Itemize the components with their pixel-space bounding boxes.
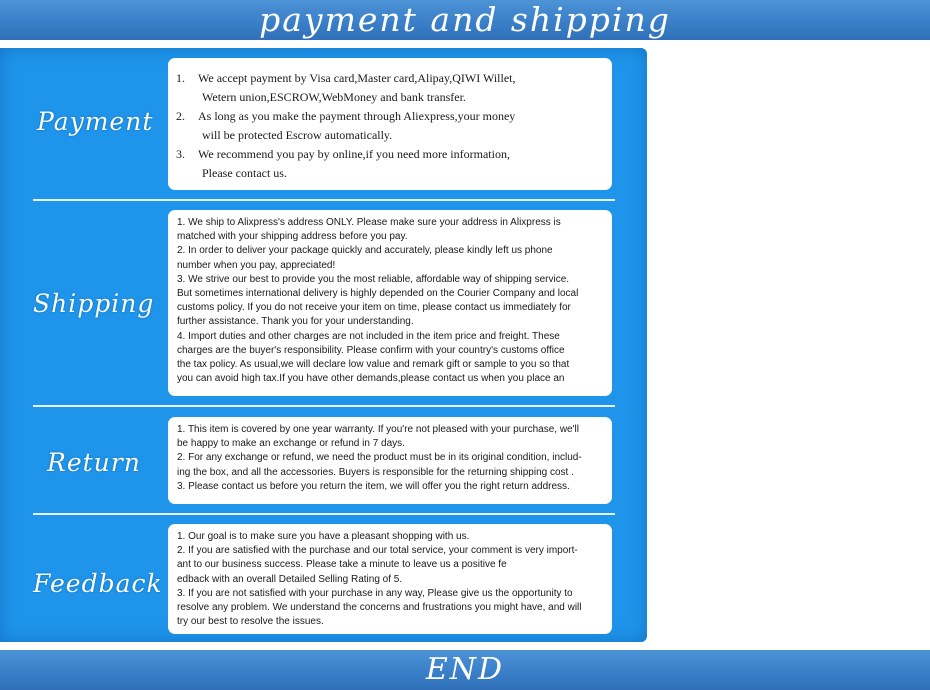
feedback-line: 3. If you are not satisfied with your purchase in any way, Please give us the opportunity to: [177, 587, 573, 599]
info-panel: [0, 48, 647, 642]
shipping-line: further assistance. Thank you for your understanding.: [177, 316, 414, 328]
return-line: 1. This item is covered by one year warranty. If you're not pleased with your purchase, we'll: [177, 424, 579, 435]
shipping-line: the tax policy. As usual,we will declare low value and remark gift or sample to you so that: [177, 359, 570, 371]
feedback-line: ant to our business success. Please take a minute to leave us a positive fe: [177, 559, 507, 571]
return-line: 2. For any exchange or refund, we need the product must be in its original condition, includ-: [177, 452, 582, 464]
shipping-box: [168, 210, 612, 396]
footer-banner: [0, 650, 930, 690]
payment-item-2-cont: will be protected Escrow automatically.: [202, 128, 393, 142]
divider-2: [33, 405, 615, 407]
payment-item-1-cont: Wetern union,ESCROW,WebMoney and bank transfer.: [202, 90, 466, 104]
shipping-line: number when you pay, appreciated!: [177, 259, 336, 271]
return-line: be happy to make an exchange or refund in 7 days.: [177, 438, 405, 450]
shipping-line: 3. We strive our best to provide you the most reliable, affordable way of shipping service.: [177, 273, 570, 285]
divider-1: [33, 199, 615, 201]
feedback-line: 1. Our goal is to make sure you have a pleasant shopping with us.: [177, 531, 470, 542]
shipping-line: charges are the buyer's responsibility. Please confirm with your country's customs office: [177, 344, 565, 356]
feedback-line: 2. If you are satisfied with the purchase and our total service, your comment is very import-: [177, 545, 578, 557]
feedback-line: try our best to resolve the issues.: [177, 616, 324, 628]
feedback-line: resolve any problem. We understand the concerns and frustrations you might have, and will: [177, 602, 582, 614]
shipping-line: 4. Import duties and other charges are not included in the item price and freight. These: [177, 330, 560, 342]
payment-item-3-cont: Please contact us.: [202, 166, 287, 180]
header-banner: [0, 0, 930, 40]
return-label: Return: [47, 448, 141, 477]
shipping-line: customs policy. If you do not receive your item on time, please contact us immediately for: [177, 302, 571, 314]
shipping-line: you can avoid high tax.If you have other demands,please contact us when you place an: [177, 373, 565, 385]
footer-end-text: END: [425, 652, 505, 687]
return-box: [168, 417, 612, 504]
payment-item-2: 2. As long as you make the payment through Aliexpress,your money: [176, 109, 516, 123]
shipping-line: 2. In order to deliver your package quickly and accurately, please kindly left us phone: [177, 245, 553, 257]
shipping-line: But sometimes international delivery is highly depended on the Courier Company and local: [177, 288, 579, 300]
shipping-line: 1. We ship to Alixpress's address ONLY. Please make sure your address in Alixpress is: [177, 217, 561, 228]
return-line: ing the box, and all the accessories. Buyers is responsible for the returning shipping cost .: [177, 466, 574, 478]
payment-label: Payment: [37, 107, 154, 136]
divider-3: [33, 513, 615, 515]
return-line: 3. Please contact us before you return the item, we will offer you the right return address.: [177, 480, 570, 492]
feedback-box: [168, 524, 612, 634]
shipping-line: matched with your shipping address before you pay.: [177, 231, 408, 243]
payment-box: [168, 58, 612, 190]
shipping-label: Shipping: [33, 289, 155, 318]
page-title: payment and shipping: [259, 0, 671, 39]
feedback-label: Feedback: [33, 569, 163, 598]
payment-item-3: 3. We recommend you pay by online,if you need more information,: [176, 147, 510, 161]
payment-item-1: 1. We accept payment by Visa card,Master card,Alipay,QIWI Willet,: [176, 71, 516, 85]
feedback-line: edback with an overall Detailed Selling Rating of 5.: [177, 573, 403, 585]
